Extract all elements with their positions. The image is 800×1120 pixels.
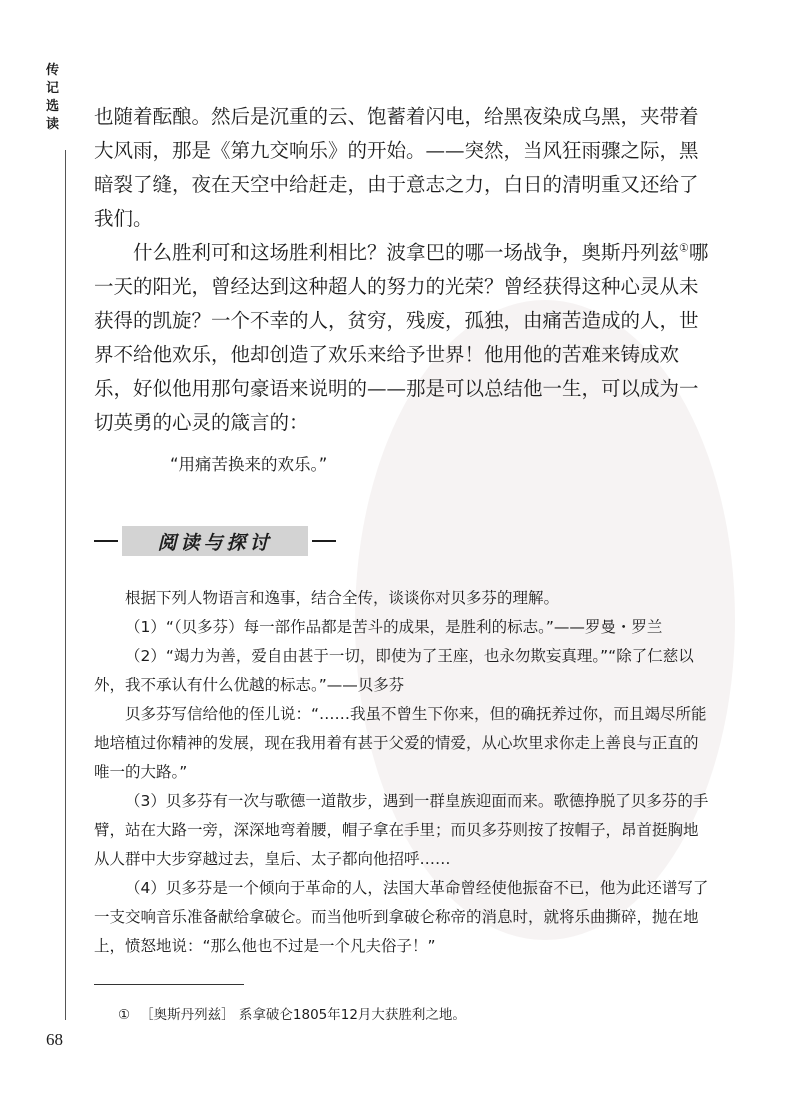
exercise-item-1: （1）“（贝多芬）每一部作品都是苦斗的成果，是胜利的标志。”——罗曼・罗兰: [125, 618, 663, 636]
paragraph-2-text-a: 什么胜利可和这场胜利相比？波拿巴的哪一场战争，奥斯丹列兹: [133, 241, 680, 264]
footnote-marker: ①: [679, 241, 689, 255]
body-paragraph-2: [94, 236, 712, 440]
page-number: 68: [46, 1030, 63, 1049]
header-dash-right: [312, 540, 336, 542]
page-content: [94, 100, 712, 961]
exercise-intro: 根据下列人物语言和逸事，结合全传，谈谈你对贝多芬的理解。: [125, 589, 560, 607]
exercise-block: [94, 584, 712, 961]
exercise-item-2-letter: 贝多芬写信给他的侄儿说：“……我虽不曾生下你来，但的确抚养过你，而且竭尽所能地培植过你精神的发展，现在我用着有甚于父爱的情爱，从心坎里求你走上善良与正直的唯一的大路。”: [94, 705, 707, 781]
exercise-item-2: （2）“竭力为善，爱自由甚于一切，即使为了王座，也永勿欺妄真理。”“除了仁慈以外，我不承认有什么优越的标志。”——贝多芬: [94, 647, 694, 694]
exercise-item-3: （3）贝多芬有一次与歌德一道散步，遇到一群皇族迎面而来。歌德挣脱了贝多芬的手臂，站在大路一旁，深深地弯着腰，帽子拿在手里；而贝多芬则按了按帽子，昂首挺胸地从人群中大步穿越过去，皇后、太子都向他招呼……: [94, 792, 709, 868]
side-rule: [65, 150, 66, 1020]
quote-line: “用痛苦换来的欢乐。”: [170, 455, 328, 474]
header-dash-left: [94, 540, 118, 542]
footnote-number: ①: [118, 1007, 131, 1023]
footnote-text: ［奥斯丹列兹］ 系拿破仑1805年12月大获胜利之地。: [140, 1007, 466, 1023]
footnote-rule: [94, 984, 244, 985]
exercise-item-4: （4）贝多芬是一个倾向于革命的人，法国大革命曾经使他振奋不已，他为此还谱写了一支交响音乐准备献给拿破仑。而当他听到拿破仑称帝的消息时，就将乐曲撕碎，抛在地上，愤怒地说：“那么他也不过是一个凡夫俗子！”: [94, 879, 709, 955]
section-title: 阅读与探讨: [122, 526, 308, 556]
side-title: 传记选读: [46, 63, 60, 132]
section-header: [94, 526, 712, 556]
footnote: [118, 1003, 466, 1023]
body-paragraph-1: 也随着酝酿。然后是沉重的云、饱蓄着闪电，给黑夜染成乌黑，夹带着大风雨，那是《第九交响乐》的开始。——突然，当风狂雨骤之际，黑暗裂了缝，夜在天空中给赶走，由于意志之力，白日的清明重又还给了我们。: [94, 105, 699, 230]
paragraph-2-text-b: 哪一天的阳光，曾经达到这种超人的努力的光荣？曾经获得这种心灵从未获得的凯旋？一个不幸的人，贫穷，残废，孤独，由痛苦造成的人，世界不给他欢乐，他却创造了欢乐来给予世界！他用他的苦难来铸成欢乐，好似他用那句豪语来说明的——那是可以总结他一生，可以成为一切英勇的心灵的箴言的：: [94, 241, 709, 434]
